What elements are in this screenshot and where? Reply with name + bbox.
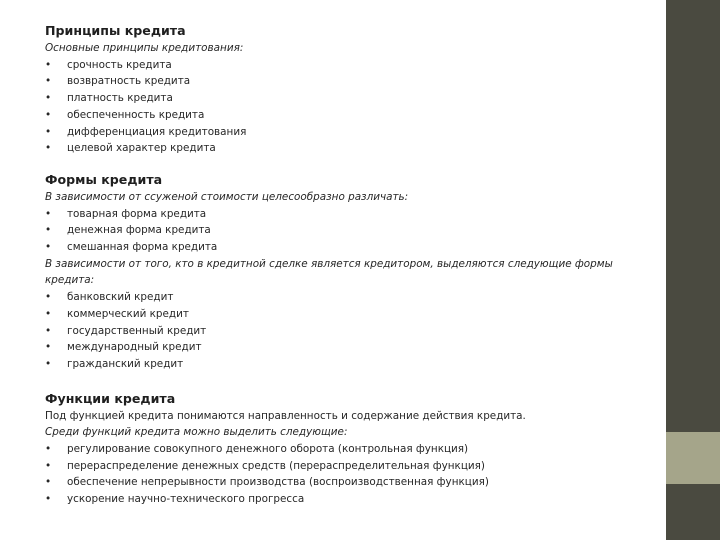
sidebar-accent-block [666,432,720,484]
list-item: • государственный кредит [45,323,657,340]
forms-intro-2: В зависимости от того, кто в кредитной сделке является кредитором, выделяются следующие формы кредита: [45,257,613,287]
list-item: • товарная форма кредита [45,206,657,223]
functions-list [45,441,657,508]
list-item: • возвратность кредита [45,73,657,90]
list-item: • платность кредита [45,90,657,107]
list-item: • обеспечение непрерывности производства (воспроизводственная функция) [45,474,657,491]
list-item: • целевой характер кредита [45,140,657,157]
list-item: • дифференциация кредитования [45,124,657,141]
functions-definition: Под функцией кредита понимаются направленность и содержание действия кредита. [45,409,526,422]
list-item: • банковский кредит [45,289,657,306]
list-item: • гражданский кредит [45,356,657,373]
forms-list-2 [45,289,657,373]
list-item: • денежная форма кредита [45,222,657,239]
list-item: • ускорение научно-технического прогресса [45,491,657,508]
list-item: • регулирование совокупного денежного оборота (контрольная функция) [45,441,657,458]
section-heading-functions: Функции кредита [45,390,176,406]
principles-intro: Основные принципы кредитования: [45,42,244,54]
list-item: • коммерческий кредит [45,306,657,323]
forms-list-1 [45,206,657,256]
section-heading-principles: Принципы кредита [45,23,186,38]
slide-content [45,22,657,508]
list-item: • смешанная форма кредита [45,239,657,256]
principles-list [45,57,657,157]
forms-intro-1: В зависимости от ссуженой стоимости целесообразно различать: [45,190,409,203]
list-item: • срочность кредита [45,57,657,74]
list-item: • обеспеченность кредита [45,107,657,124]
list-item: • международный кредит [45,339,657,356]
list-item: • перераспределение денежных средств (перераспределительная функция) [45,458,657,475]
functions-intro: Среди функций кредита можно выделить следующие: [45,426,348,439]
section-heading-forms: Формы кредита [45,171,163,187]
